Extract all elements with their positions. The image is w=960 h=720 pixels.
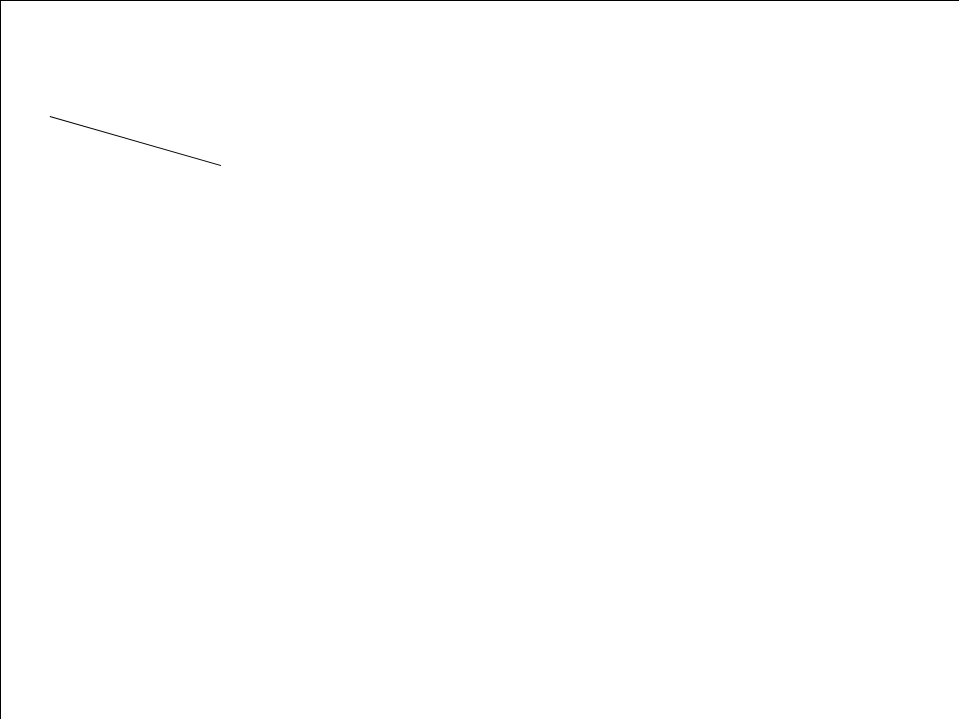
security-table xyxy=(47,96,960,694)
corner-diagonal xyxy=(50,116,221,166)
